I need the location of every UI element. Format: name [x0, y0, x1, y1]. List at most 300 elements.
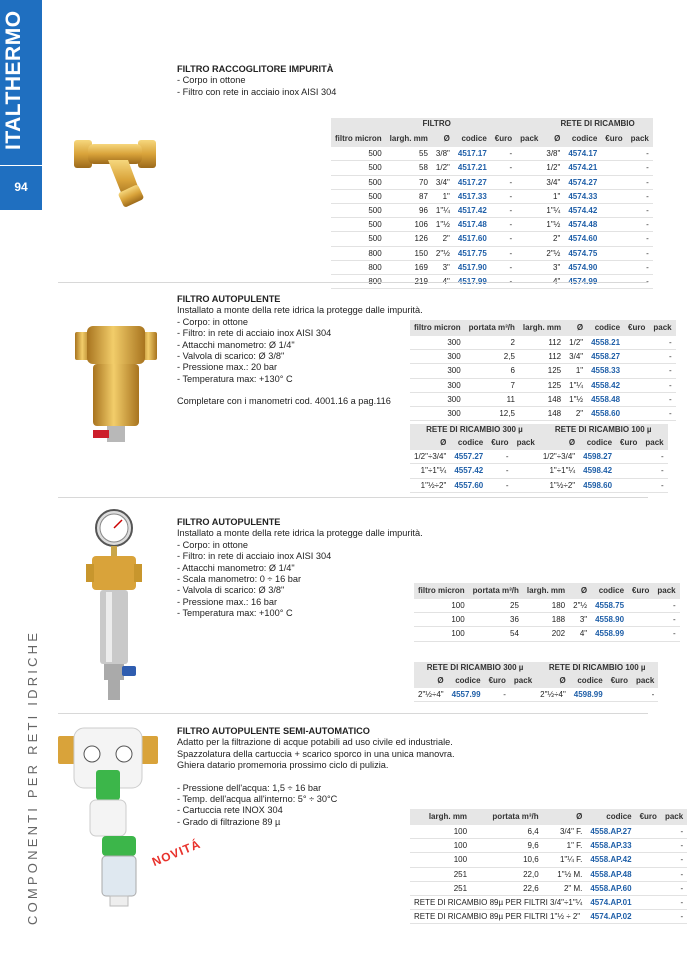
col-header: pack — [641, 437, 667, 450]
table-cell: 500 — [331, 203, 386, 217]
table-cell: 100 — [414, 599, 469, 613]
desc-line: - Corpo in ottone — [177, 75, 246, 86]
col-header: codice — [450, 437, 487, 450]
col-header: filtro micron — [414, 583, 469, 599]
product4-title: FILTRO AUTOPULENTE SEMI-AUTOMATICO — [177, 726, 370, 736]
table-cell: - — [653, 627, 679, 641]
col-header: Ø — [542, 131, 564, 147]
col-header: portata m³/h — [471, 809, 543, 825]
price-cell — [516, 147, 542, 161]
desc-line: - Pressione dell'acqua: 1,5 ÷ 16 bar — [177, 782, 322, 793]
table-row — [410, 910, 687, 924]
table-row — [410, 478, 668, 492]
code-cell: 4557.99 — [448, 688, 485, 702]
product1-title: FILTRO RACCOGLITORE IMPURITÀ — [177, 64, 334, 74]
price-cell — [636, 881, 661, 895]
code-cell: 4517.21 — [454, 161, 491, 175]
code-cell: 4574.AP.01 — [586, 895, 635, 909]
table-cell: 58 — [386, 161, 432, 175]
code-cell: 4517.48 — [454, 218, 491, 232]
price-cell — [516, 218, 542, 232]
code-cell: 4558.48 — [587, 392, 624, 406]
table-row — [414, 627, 680, 641]
code-cell: 4574.42 — [564, 203, 601, 217]
product3-table — [414, 583, 680, 642]
table-cell: - — [661, 839, 687, 853]
table-cell: 3" — [569, 613, 591, 627]
col-header: pack — [510, 675, 536, 688]
code-cell: 4517.90 — [454, 260, 491, 274]
table-cell: - — [649, 378, 675, 392]
code-cell: 4574.27 — [564, 175, 601, 189]
col-header: €uro — [636, 809, 661, 825]
table-cell: - — [487, 464, 512, 478]
code-cell: 4558.90 — [591, 613, 628, 627]
col-header: pack — [627, 131, 653, 147]
self-cleaning-filter-image — [73, 322, 159, 454]
table-cell: 1"¼ — [565, 378, 587, 392]
col-header: €uro — [601, 131, 626, 147]
col-header: Ø — [569, 583, 591, 599]
table-cell: - — [661, 910, 687, 924]
col-header: €uro — [607, 675, 632, 688]
col-header: €uro — [628, 583, 653, 599]
table-cell: 2"½ — [569, 599, 591, 613]
table-cell: 1/2" — [542, 161, 564, 175]
table-cell: 6 — [465, 364, 519, 378]
table-cell: 500 — [331, 232, 386, 246]
table-cell: 100 — [410, 825, 471, 839]
code-cell: 4598.60 — [579, 478, 616, 492]
desc-line: - Corpo: in ottone — [177, 316, 248, 327]
table-cell: - — [661, 853, 687, 867]
group-header: RETE DI RICAMBIO 100 µ — [536, 662, 658, 675]
table-cell: - — [491, 218, 516, 232]
product2-title: FILTRO AUTOPULENTE — [177, 294, 281, 304]
price-cell — [601, 203, 626, 217]
code-cell: 4574.75 — [564, 246, 601, 260]
price-cell — [636, 839, 661, 853]
code-cell: 4598.27 — [579, 450, 616, 464]
table-cell: 1/2" — [432, 161, 454, 175]
table-cell: 800 — [331, 260, 386, 274]
p3-body — [414, 599, 680, 641]
price-cell — [601, 218, 626, 232]
table-cell: 2" — [565, 406, 587, 420]
code-cell: 4558.42 — [587, 378, 624, 392]
col-header: codice — [587, 320, 624, 336]
table-cell: 22,0 — [471, 867, 543, 881]
code-cell: 4558.AP.42 — [586, 853, 635, 867]
table-cell: - — [487, 450, 512, 464]
table-cell: 148 — [519, 406, 565, 420]
table-row — [410, 464, 668, 478]
table-cell: 3/4" — [565, 350, 587, 364]
product4-table — [410, 809, 687, 924]
table-cell: - — [641, 478, 667, 492]
desc-line: Installato a monte della rete idrica la protegge dalle impurità. — [177, 305, 423, 316]
col-header: largh. mm — [410, 809, 471, 825]
price-cell — [516, 246, 542, 260]
table-cell: 300 — [410, 364, 465, 378]
table-cell: 1"¼ — [542, 203, 564, 217]
table-cell: 1" — [565, 364, 587, 378]
code-cell: 4557.27 — [450, 450, 487, 464]
col-header: codice — [586, 809, 635, 825]
col-header: pack — [632, 675, 658, 688]
table-row — [331, 147, 653, 161]
product3-spare-table — [414, 662, 658, 702]
col-header: Ø — [543, 809, 587, 825]
section-title: COMPONENTI PER RETI IDRICHE — [25, 629, 40, 925]
table-cell: - — [627, 260, 653, 274]
table-row — [410, 378, 676, 392]
col-header: €uro — [624, 320, 649, 336]
table-cell: 125 — [519, 378, 565, 392]
code-cell: 4598.99 — [570, 688, 607, 702]
code-cell: 4517.75 — [454, 246, 491, 260]
table-cell: 6,4 — [471, 825, 543, 839]
separator — [58, 282, 648, 283]
table-cell: 1" — [542, 189, 564, 203]
table-row — [410, 881, 687, 895]
price-cell — [601, 246, 626, 260]
sidebar — [0, 0, 42, 978]
table-cell: 10,6 — [471, 853, 543, 867]
table-cell: 1"½÷2" — [410, 478, 450, 492]
table-cell: 500 — [331, 161, 386, 175]
table-cell: - — [491, 175, 516, 189]
product2-desc — [177, 294, 423, 408]
table-row — [414, 599, 680, 613]
group-header: RETE DI RICAMBIO — [542, 118, 652, 131]
col-header: €uro — [616, 437, 641, 450]
col-header: portata m³/h — [469, 583, 523, 599]
table-row — [410, 450, 668, 464]
col-header: pack — [516, 131, 542, 147]
price-cell — [510, 688, 536, 702]
code-cell: 4557.42 — [450, 464, 487, 478]
desc-line: - Filtro con rete in acciaio inox AISI 304 — [177, 86, 337, 97]
table-cell: 3/8" — [432, 147, 454, 161]
table-cell: - — [491, 161, 516, 175]
price-cell — [624, 406, 649, 420]
price-cell — [516, 161, 542, 175]
price-cell — [513, 464, 539, 478]
code-cell: 4517.42 — [454, 203, 491, 217]
table-cell: 54 — [469, 627, 523, 641]
code-cell: 4558.AP.27 — [586, 825, 635, 839]
price-cell — [601, 147, 626, 161]
table-row — [410, 839, 687, 853]
col-header: largh. mm — [519, 320, 565, 336]
desc-line: - Valvola di scarico: Ø 3/8" — [177, 351, 285, 362]
desc-line: - Cartuccia rete INOX 304 — [177, 805, 283, 816]
table-cell: 126 — [386, 232, 432, 246]
table-cell: 100 — [410, 853, 471, 867]
code-cell: 4558.AP.60 — [586, 881, 635, 895]
table-cell: - — [632, 688, 658, 702]
price-cell — [516, 189, 542, 203]
table-cell: 1" F. — [543, 839, 587, 853]
group-header: RETE DI RICAMBIO 300 µ — [414, 662, 536, 675]
table-cell: 1"÷1"¼ — [410, 464, 450, 478]
desc-line: - Valvola di scarico: Ø 3/8" — [177, 585, 285, 596]
table-cell: - — [491, 203, 516, 217]
code-cell: 4574.17 — [564, 147, 601, 161]
col-header: Ø — [410, 437, 450, 450]
col-header: pack — [513, 437, 539, 450]
table-cell: - — [491, 189, 516, 203]
price-cell — [636, 867, 661, 881]
table-cell: 1/2"÷3/4" — [410, 450, 450, 464]
table-cell: 11 — [465, 392, 519, 406]
table-cell: - — [649, 392, 675, 406]
table-cell: 125 — [519, 364, 565, 378]
desc-line: - Temperatura max: +100° C — [177, 608, 293, 619]
table-cell: 1"½ — [542, 218, 564, 232]
table-cell: - — [649, 364, 675, 378]
code-cell: 4558.60 — [587, 406, 624, 420]
y-strainer-image — [70, 130, 160, 210]
table-cell: 4" — [569, 627, 591, 641]
table-cell: 1"½÷2" — [539, 478, 579, 492]
code-cell: 4558.99 — [591, 627, 628, 641]
desc-line: - Temperatura max: +130° C — [177, 373, 293, 384]
table-cell: 9,6 — [471, 839, 543, 853]
desc-line: - Attacchi manometro: Ø 1/4" — [177, 562, 295, 573]
col-header: codice — [570, 675, 607, 688]
table-cell: 2" — [432, 232, 454, 246]
col-header: Ø — [539, 437, 579, 450]
desc-line: - Corpo: in ottone — [177, 539, 248, 550]
col-header: largh. mm — [386, 131, 432, 147]
desc-line: Completare con i manometri cod. 4001.16 a pag.116 — [177, 396, 391, 407]
price-cell — [516, 232, 542, 246]
table-cell: 1/2"÷3/4" — [539, 450, 579, 464]
table-cell: 2"½ — [542, 246, 564, 260]
table-cell: - — [485, 688, 510, 702]
col-header: €uro — [491, 131, 516, 147]
table-row — [331, 246, 653, 260]
product2-spare-table — [410, 424, 668, 493]
table-row — [331, 189, 653, 203]
product1-desc — [177, 64, 336, 98]
desc-line — [177, 385, 423, 396]
table-cell: 1"½ — [432, 218, 454, 232]
table-cell: 1/2" — [565, 336, 587, 350]
table-cell: 500 — [331, 147, 386, 161]
desc-line: - Pressione max.: 16 bar — [177, 596, 278, 607]
table-cell: 500 — [331, 175, 386, 189]
price-cell — [616, 450, 641, 464]
price-cell — [624, 364, 649, 378]
price-cell — [601, 161, 626, 175]
desc-line: - Pressione max.: 20 bar — [177, 362, 278, 373]
p4-body — [410, 825, 687, 895]
p2-spare-body — [410, 450, 668, 492]
p4-spare-body — [410, 895, 687, 923]
price-cell — [516, 260, 542, 274]
table-cell: 202 — [523, 627, 569, 641]
table-cell: 106 — [386, 218, 432, 232]
code-cell: 4558.27 — [587, 350, 624, 364]
code-cell: 4574.AP.02 — [586, 910, 635, 924]
spare-label-cell: RETE DI RICAMBIO 89µ PER FILTRI 1"½ ÷ 2" — [410, 910, 586, 924]
col-header: €uro — [487, 437, 512, 450]
table-cell: 2" — [542, 232, 564, 246]
table-cell: 1"÷1"¼ — [539, 464, 579, 478]
table-row — [331, 203, 653, 217]
table-cell: 3/8" — [542, 147, 564, 161]
desc-line: Installato a monte della rete idrica la protegge dalle impurità. — [177, 528, 423, 539]
table-cell: - — [627, 161, 653, 175]
price-cell — [636, 825, 661, 839]
table-cell: - — [627, 189, 653, 203]
code-cell: 4574.60 — [564, 232, 601, 246]
table-cell: - — [491, 232, 516, 246]
col-header: codice — [564, 131, 601, 147]
table-cell: 3" — [542, 260, 564, 274]
table-cell: - — [653, 613, 679, 627]
product1-table — [331, 118, 653, 289]
col-header: Ø — [536, 675, 570, 688]
table-row — [331, 232, 653, 246]
price-cell — [628, 613, 653, 627]
p3-spare-body — [414, 688, 658, 702]
table-cell: 300 — [410, 406, 465, 420]
price-cell — [624, 336, 649, 350]
col-header: pack — [649, 320, 675, 336]
desc-line: Adatto per la filtrazione di acque potabili ad uso civile ed industriale. — [177, 737, 453, 748]
table-cell: 300 — [410, 392, 465, 406]
table-cell: - — [627, 175, 653, 189]
price-cell — [516, 175, 542, 189]
price-cell — [513, 478, 539, 492]
table-cell: 2"½÷4" — [414, 688, 448, 702]
col-header: Ø — [565, 320, 587, 336]
novita-badge: NOVITÁ — [150, 836, 203, 869]
table-cell: - — [627, 232, 653, 246]
table-cell: - — [627, 246, 653, 260]
table-cell: 3/4" — [432, 175, 454, 189]
table-cell: 7 — [465, 378, 519, 392]
table-row — [331, 161, 653, 175]
price-cell — [624, 378, 649, 392]
table-cell: 1" — [432, 189, 454, 203]
spare-label-cell: RETE DI RICAMBIO 89µ PER FILTRI 3/4"÷1"¼ — [410, 895, 586, 909]
separator — [58, 497, 648, 498]
table-cell: 96 — [386, 203, 432, 217]
col-header: codice — [454, 131, 491, 147]
table-cell: 112 — [519, 350, 565, 364]
table-cell: 800 — [331, 246, 386, 260]
table-cell: 55 — [386, 147, 432, 161]
desc-line: Ghiera datario promemoria prossimo ciclo di pulizia. — [177, 760, 389, 771]
table-cell: 2 — [465, 336, 519, 350]
table-cell: - — [627, 147, 653, 161]
table-cell: 148 — [519, 392, 565, 406]
code-cell: 4517.27 — [454, 175, 491, 189]
table-cell: - — [653, 599, 679, 613]
table-cell: - — [649, 336, 675, 350]
group-header: RETE DI RICAMBIO 100 µ — [539, 424, 668, 437]
table-row — [410, 853, 687, 867]
table-cell: 1"½ M. — [543, 867, 587, 881]
table-cell: 100 — [410, 839, 471, 853]
brand-logo: ITALTHERMO — [2, 10, 25, 150]
table-row — [331, 260, 653, 274]
col-header: Ø — [432, 131, 454, 147]
table-cell: 12,5 — [465, 406, 519, 420]
price-cell — [628, 599, 653, 613]
price-cell — [616, 478, 641, 492]
group-header: FILTRO — [331, 118, 542, 131]
desc-line: - Filtro: in rete di acciaio inox AISI 304 — [177, 551, 332, 562]
table-row — [414, 688, 658, 702]
price-cell — [601, 260, 626, 274]
table-cell: 2" M. — [543, 881, 587, 895]
table-cell: 251 — [410, 881, 471, 895]
table-cell: - — [627, 218, 653, 232]
table-cell: 300 — [410, 336, 465, 350]
p1-body — [331, 147, 653, 288]
filter-with-gauge-image — [86, 508, 142, 704]
code-cell: 4517.60 — [454, 232, 491, 246]
table-cell: 2,5 — [465, 350, 519, 364]
table-row — [331, 175, 653, 189]
p2-body — [410, 336, 676, 421]
price-cell — [636, 910, 661, 924]
price-cell — [601, 232, 626, 246]
code-cell: 4557.60 — [450, 478, 487, 492]
code-cell: 4574.33 — [564, 189, 601, 203]
table-cell: - — [491, 246, 516, 260]
desc-line — [177, 772, 455, 783]
table-cell: - — [491, 260, 516, 274]
desc-line: - Temp. dell'acqua all'interno: 5° ÷ 30°C — [177, 794, 338, 805]
table-cell: - — [661, 867, 687, 881]
price-cell — [636, 895, 661, 909]
price-cell — [624, 392, 649, 406]
table-cell: 3" — [432, 260, 454, 274]
table-row — [331, 218, 653, 232]
table-cell: 87 — [386, 189, 432, 203]
desc-line: - Grado di filtrazione 89 µ — [177, 816, 281, 827]
col-header: pack — [653, 583, 679, 599]
product3-desc — [177, 517, 423, 620]
table-cell: 2"½ — [432, 246, 454, 260]
col-header: portata m³/h — [465, 320, 519, 336]
price-cell — [513, 450, 539, 464]
table-cell: 36 — [469, 613, 523, 627]
table-cell: - — [491, 147, 516, 161]
table-row — [414, 613, 680, 627]
price-cell — [607, 688, 632, 702]
table-cell: - — [627, 203, 653, 217]
price-cell — [601, 175, 626, 189]
price-cell — [616, 464, 641, 478]
table-cell: 251 — [410, 867, 471, 881]
code-cell: 4574.48 — [564, 218, 601, 232]
table-cell: 169 — [386, 260, 432, 274]
semi-automatic-filter-image — [56, 720, 160, 910]
table-cell: - — [661, 825, 687, 839]
code-cell: 4598.42 — [579, 464, 616, 478]
desc-line: - Filtro: in rete di acciaio inox AISI 304 — [177, 328, 332, 339]
table-row — [410, 895, 687, 909]
code-cell: 4558.33 — [587, 364, 624, 378]
